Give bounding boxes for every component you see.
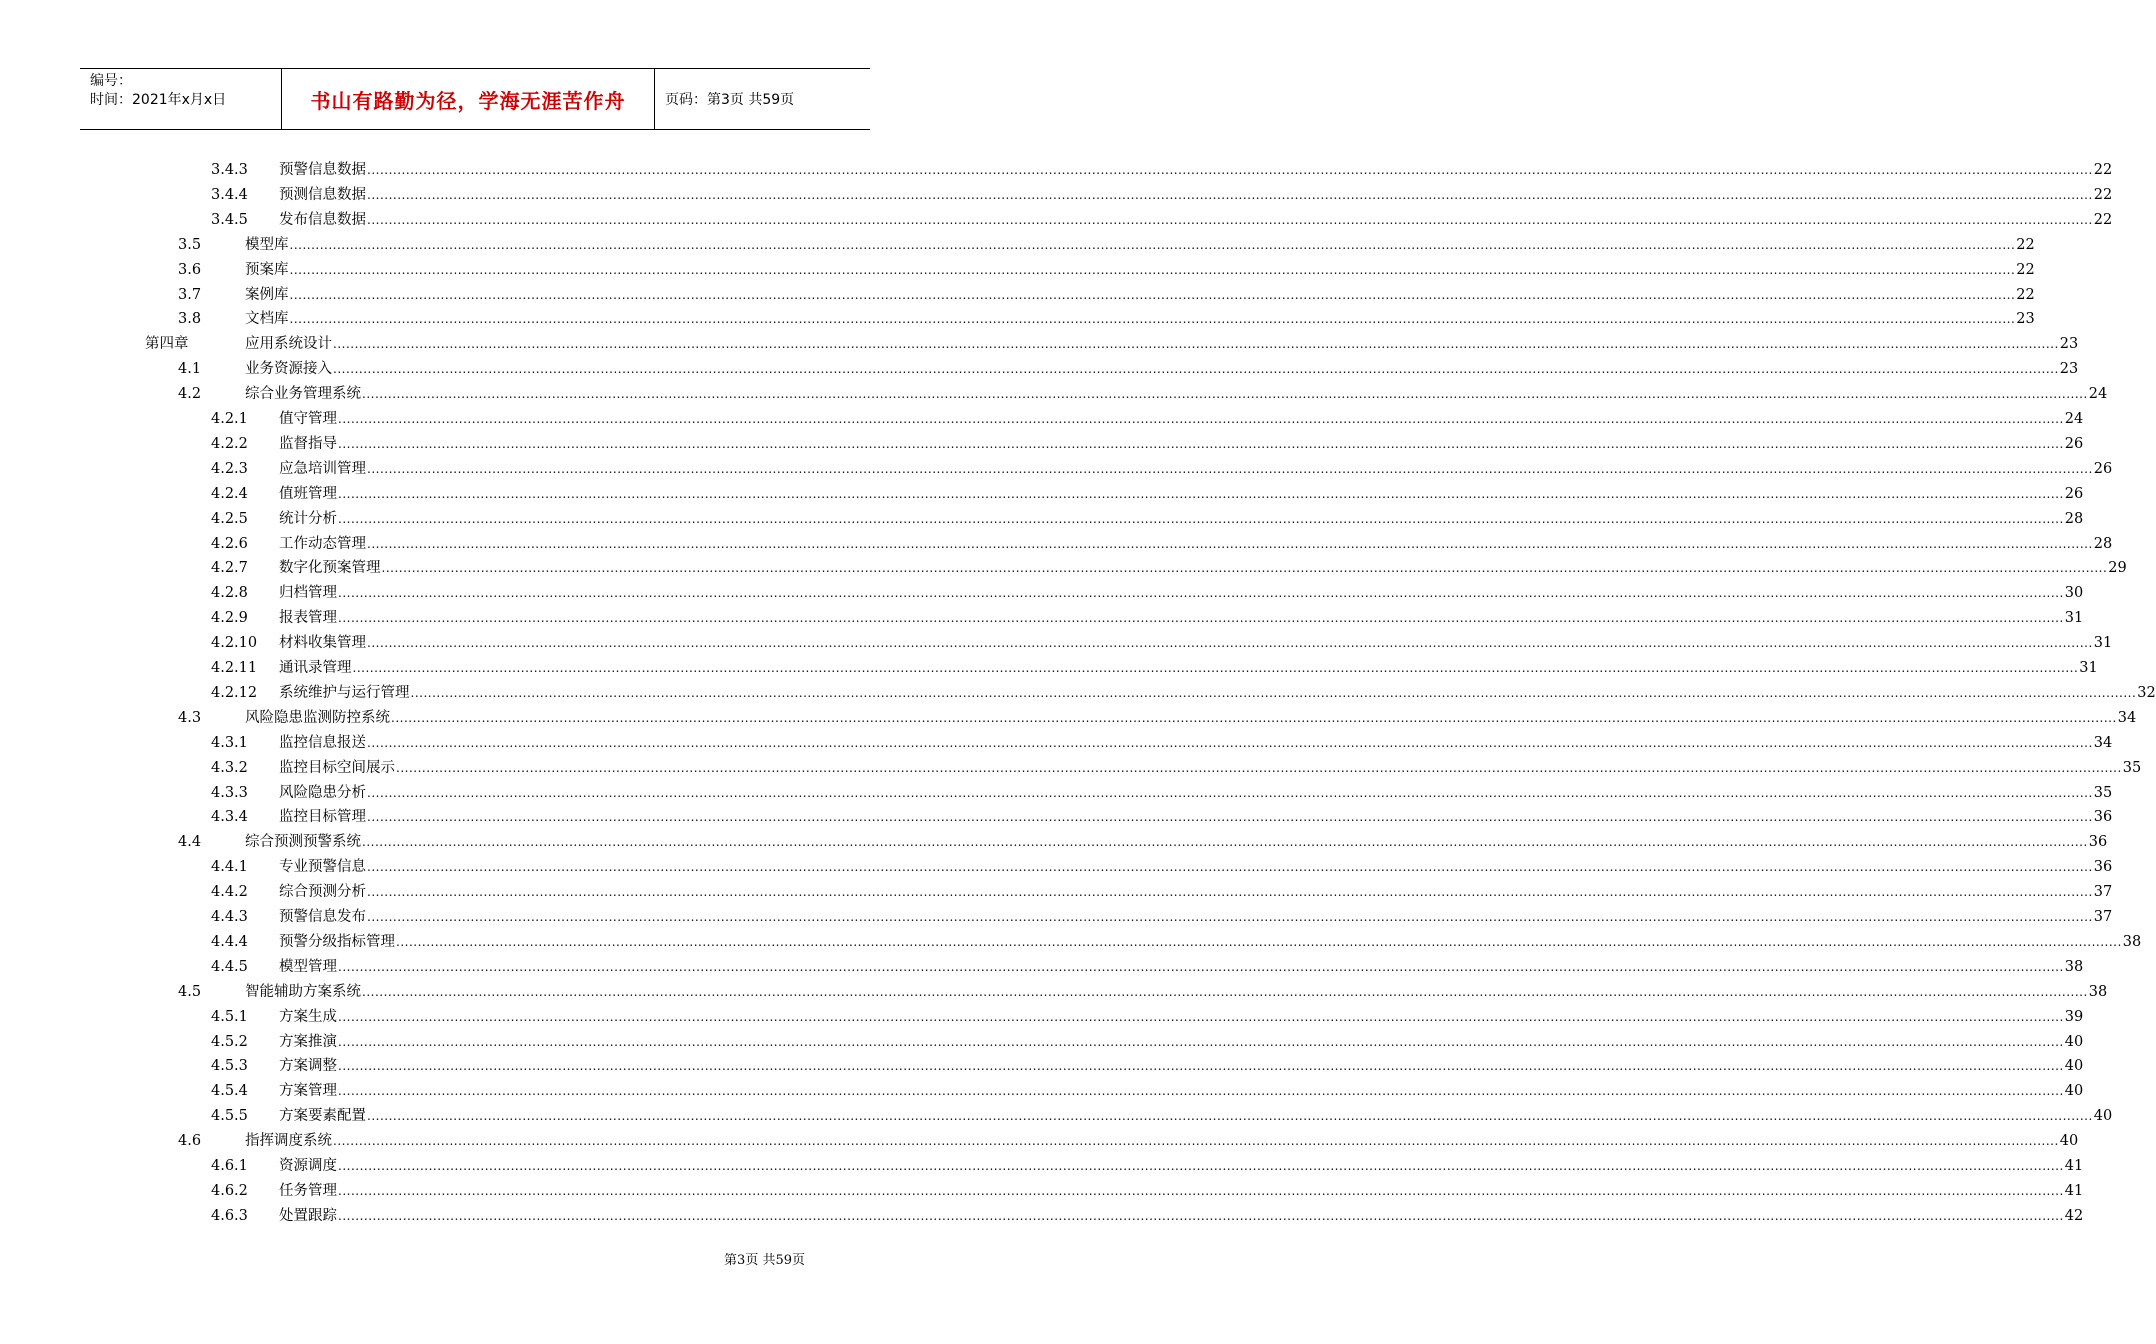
toc-entry-page: 22 <box>2016 286 2035 303</box>
toc-leader-dots: ................................................................................................................................................................................................................................................................................................................................................................................................................ <box>333 1134 2059 1149</box>
toc-entry-page: 35 <box>2122 759 2142 776</box>
toc-entry-page: 34 <box>2117 709 2137 726</box>
toc-entry-title: 风险隐患分析 <box>279 784 366 801</box>
toc-entry-page: 39 <box>2064 1008 2084 1025</box>
toc-entry[interactable] <box>178 703 2137 727</box>
toc-entry[interactable] <box>211 902 2113 926</box>
toc-entry-number: 4.3.3 <box>211 784 248 801</box>
toc-entry[interactable] <box>211 877 2113 901</box>
toc-entry[interactable] <box>211 479 2084 503</box>
toc-entry-number: 3.6 <box>178 261 202 278</box>
toc-leader-dots: ................................................................................................................................................................................................................................................................................................................................................................................................................ <box>367 1109 2093 1124</box>
toc-entry-number: 4.2.11 <box>211 660 258 676</box>
toc-entry-page: 40 <box>2093 1108 2113 1125</box>
toc-entry[interactable] <box>211 628 2113 652</box>
toc-entry-number: 4.2.2 <box>211 435 248 452</box>
toc-leader-dots: ................................................................................................................................................................................................................................................................................................................................................................................................................ <box>367 636 2093 651</box>
toc-entry-number: 4.6 <box>178 1133 202 1150</box>
toc-entry-title: 值班管理 <box>279 485 337 502</box>
toc-entry[interactable] <box>211 1076 2084 1100</box>
toc-entry-number: 3.4.4 <box>211 186 248 203</box>
toc-entry-title: 预警信息发布 <box>279 909 366 925</box>
toc-leader-dots: ................................................................................................................................................................................................................................................................................................................................................................................................................ <box>381 561 2108 576</box>
toc-entry-title: 预案库 <box>245 261 289 278</box>
toc-entry-title: 应急培训管理 <box>279 460 366 477</box>
toc-entry-title: 智能辅助方案系统 <box>245 983 361 1000</box>
toc-entry[interactable] <box>211 1027 2084 1051</box>
toc-leader-dots: ................................................................................................................................................................................................................................................................................................................................................................................................................ <box>289 237 2016 252</box>
toc-entry-title: 综合预测预警系统 <box>245 834 361 851</box>
toc-entry[interactable] <box>211 429 2084 453</box>
toc-entry-title: 监控目标空间展示 <box>279 759 395 776</box>
toc-entry-number: 4.1 <box>178 361 202 378</box>
toc-entry-number: 4.2.4 <box>211 485 248 502</box>
toc-leader-dots: ................................................................................................................................................................................................................................................................................................................................................................................................................ <box>338 412 2064 426</box>
toc-entry-title: 工作动态管理 <box>279 535 366 552</box>
toc-entry-title: 系统维护与运行管理 <box>279 684 410 701</box>
toc-entry[interactable] <box>211 553 2127 577</box>
toc-entry-title: 专业预警信息 <box>279 859 366 876</box>
toc-leader-dots: ................................................................................................................................................................................................................................................................................................................................................................................................................ <box>362 984 2088 999</box>
toc-entry-number: 4.6.2 <box>211 1182 248 1199</box>
toc-entry[interactable] <box>211 653 2098 677</box>
toc-entry-title: 数字化预案管理 <box>279 560 381 577</box>
toc-entry[interactable] <box>211 180 2113 204</box>
date-label: 时间：2021年x月x日 <box>90 92 227 108</box>
toc-entry-page: 22 <box>2093 211 2113 228</box>
toc-entry-page: 37 <box>2093 884 2113 901</box>
toc-entry-number: 4.3.4 <box>211 809 248 826</box>
toc-leader-dots: ................................................................................................................................................................................................................................................................................................................................................................................................................ <box>410 685 2137 700</box>
toc-leader-dots: ................................................................................................................................................................................................................................................................................................................................................................................................................ <box>338 1009 2064 1024</box>
toc-entry-title: 预警分级指标管理 <box>279 933 395 950</box>
toc-leader-dots: ................................................................................................................................................................................................................................................................................................................................................................................................................ <box>367 536 2093 551</box>
toc-entry-title: 方案推演 <box>279 1033 337 1050</box>
toc-leader-dots: ................................................................................................................................................................................................................................................................................................................................................................................................................ <box>338 959 2064 974</box>
toc-leader-dots: ................................................................................................................................................................................................................................................................................................................................................................................................................ <box>333 337 2059 352</box>
toc-entry-title: 风险隐患监测防控系统 <box>245 709 390 726</box>
toc-entry-number: 4.2.8 <box>211 585 248 602</box>
toc-leader-dots: ................................................................................................................................................................................................................................................................................................................................................................................................................ <box>338 1183 2064 1198</box>
toc-entry[interactable] <box>211 1201 2084 1225</box>
toc-entry-page: 37 <box>2093 909 2113 925</box>
toc-entry[interactable] <box>211 952 2084 976</box>
toc-leader-dots: ................................................................................................................................................................................................................................................................................................................................................................................................................ <box>289 312 2016 327</box>
toc-entry[interactable] <box>178 230 2035 254</box>
toc-entry-page: 40 <box>2059 1133 2079 1150</box>
toc-entry-number: 4.6.1 <box>211 1158 248 1174</box>
toc-entry-page: 40 <box>2064 1083 2084 1100</box>
toc-entry[interactable] <box>178 379 2108 403</box>
toc-leader-dots: ................................................................................................................................................................................................................................................................................................................................................................................................................ <box>396 760 2122 775</box>
toc-entry-page: 36 <box>2093 809 2113 826</box>
toc-entry[interactable] <box>211 504 2084 528</box>
toc-entry-number: 4.5.5 <box>211 1108 248 1125</box>
toc-entry-number: 4.2.7 <box>211 560 248 577</box>
toc-entry-title: 方案管理 <box>279 1083 337 1100</box>
toc-entry-title: 报表管理 <box>279 610 337 627</box>
toc-entry-number: 4.4.1 <box>211 859 248 876</box>
toc-entry[interactable] <box>211 778 2113 802</box>
toc-entry-number: 3.5 <box>178 236 202 253</box>
toc-entry-title: 指挥调度系统 <box>245 1133 332 1150</box>
toc-leader-dots: ................................................................................................................................................................................................................................................................................................................................................................................................................ <box>362 387 2088 402</box>
toc-leader-dots: ................................................................................................................................................................................................................................................................................................................................................................................................................ <box>289 287 2016 302</box>
toc-leader-dots: ................................................................................................................................................................................................................................................................................................................................................................................................................ <box>338 1084 2064 1099</box>
toc-entry-page: 28 <box>2093 535 2113 552</box>
header-meta <box>80 69 282 129</box>
toc-entry-title: 监督指导 <box>279 435 337 452</box>
toc-entry[interactable] <box>178 280 2035 304</box>
toc-leader-dots: ................................................................................................................................................................................................................................................................................................................................................................................................................ <box>333 362 2059 377</box>
toc-entry[interactable] <box>178 304 2035 328</box>
toc-entry[interactable] <box>211 155 2113 179</box>
toc-entry[interactable] <box>211 728 2113 752</box>
toc-entry[interactable] <box>211 205 2113 229</box>
toc-entry-title: 发布信息数据 <box>279 211 366 228</box>
toc-leader-dots: ................................................................................................................................................................................................................................................................................................................................................................................................................ <box>289 262 2016 277</box>
toc-entry-title: 值守管理 <box>279 411 337 427</box>
toc-entry-page: 30 <box>2064 585 2084 602</box>
toc-entry-title: 方案调整 <box>279 1058 337 1075</box>
toc-entry-page: 34 <box>2093 734 2113 751</box>
toc-leader-dots: ................................................................................................................................................................................................................................................................................................................................................................................................................ <box>338 1059 2064 1074</box>
toc-entry-page: 32 <box>2137 684 2156 701</box>
toc-entry-title: 业务资源接入 <box>245 361 332 378</box>
toc-leader-dots: ................................................................................................................................................................................................................................................................................................................................................................................................................ <box>367 785 2093 800</box>
header-page-label: 页码：第3页 共59页 <box>665 92 795 108</box>
toc-leader-dots: ................................................................................................................................................................................................................................................................................................................................................................................................................ <box>367 187 2093 202</box>
toc-entry-number: 4.5.4 <box>211 1083 248 1100</box>
toc-entry-page: 31 <box>2079 660 2098 676</box>
toc-entry-page: 38 <box>2088 983 2108 1000</box>
toc-entry-title: 方案生成 <box>279 1008 337 1025</box>
toc-entry[interactable] <box>211 1101 2113 1125</box>
toc-entry-number: 4.4.5 <box>211 958 248 975</box>
toc-entry[interactable] <box>211 1002 2084 1026</box>
toc-entry[interactable] <box>211 404 2084 428</box>
toc-entry-page: 23 <box>2059 361 2079 378</box>
toc-entry-title: 监控目标管理 <box>279 809 366 826</box>
toc-entry-title: 综合业务管理系统 <box>245 386 361 403</box>
toc-leader-dots: ................................................................................................................................................................................................................................................................................................................................................................................................................ <box>338 1208 2064 1223</box>
toc-leader-dots: ................................................................................................................................................................................................................................................................................................................................................................................................................ <box>338 511 2064 526</box>
toc-entry-number: 4.3.2 <box>211 759 248 776</box>
toc-entry-number: 4.2.1 <box>211 411 248 427</box>
toc-entry-title: 监控信息报送 <box>279 734 366 751</box>
toc-entry-number: 4.5.1 <box>211 1008 248 1025</box>
toc-entry[interactable] <box>211 927 2142 951</box>
toc-entry-number: 3.4.3 <box>211 162 248 178</box>
toc-entry-title: 预警信息数据 <box>279 162 366 178</box>
toc-entry-page: 40 <box>2064 1058 2084 1075</box>
toc-leader-dots: ................................................................................................................................................................................................................................................................................................................................................................................................................ <box>367 212 2093 227</box>
toc-entry[interactable] <box>211 454 2113 478</box>
code-label: 编号： <box>90 73 132 89</box>
toc-entry-page: 28 <box>2064 510 2084 527</box>
toc-entry[interactable] <box>178 354 2079 378</box>
toc-leader-dots: ................................................................................................................................................................................................................................................................................................................................................................................................................ <box>367 735 2093 750</box>
page-header <box>80 68 870 130</box>
toc-entry-title: 模型管理 <box>279 958 337 975</box>
toc-entry-page: 24 <box>2064 411 2084 427</box>
toc-entry-number: 4.5.3 <box>211 1058 248 1075</box>
toc-entry-title: 资源调度 <box>279 1158 337 1174</box>
toc-entry-page: 40 <box>2064 1033 2084 1050</box>
toc-entry-number: 4.5.2 <box>211 1033 248 1050</box>
toc-entry[interactable] <box>145 329 2079 353</box>
toc-entry[interactable] <box>211 529 2113 553</box>
toc-entry-page: 42 <box>2064 1207 2084 1224</box>
toc-entry-title: 预测信息数据 <box>279 186 366 203</box>
toc-entry-page: 22 <box>2093 162 2113 178</box>
header-motto: 书山有路勤为径，学海无涯苦作舟 <box>282 69 655 129</box>
toc-entry-number: 4.2.12 <box>211 684 258 701</box>
toc-entry-number: 4.4.4 <box>211 933 248 950</box>
toc-entry[interactable] <box>178 1126 2079 1150</box>
toc-entry-number: 4.4 <box>178 834 202 851</box>
toc-entry-number: 4.3 <box>178 709 202 726</box>
toc-entry-page: 35 <box>2093 784 2113 801</box>
toc-leader-dots: ................................................................................................................................................................................................................................................................................................................................................................................................................ <box>338 1034 2064 1049</box>
toc-entry-number: 4.2.10 <box>211 635 258 652</box>
toc-entry-page: 22 <box>2093 186 2113 203</box>
toc-entry-number: 4.2.9 <box>211 610 248 627</box>
toc-entry-page: 23 <box>2016 311 2035 328</box>
toc-entry[interactable] <box>211 1176 2084 1200</box>
toc-entry-title: 任务管理 <box>279 1182 337 1199</box>
footer-page-label: 第3页 共59页 <box>724 1253 805 1268</box>
toc-entry-number: 第四章 <box>145 336 189 353</box>
toc-entry-number: 4.2.6 <box>211 535 248 552</box>
toc-entry-page: 26 <box>2093 460 2113 477</box>
toc-entry[interactable] <box>211 603 2084 627</box>
toc-entry-title: 模型库 <box>245 236 289 253</box>
toc-entry-page: 41 <box>2064 1158 2084 1174</box>
toc-entry-title: 文档库 <box>245 311 289 328</box>
toc-entry-page: 26 <box>2064 485 2084 502</box>
toc-entry-number: 4.3.1 <box>211 734 248 751</box>
toc-entry[interactable] <box>211 753 2142 777</box>
toc-leader-dots: ................................................................................................................................................................................................................................................................................................................................................................................................................ <box>367 810 2093 825</box>
toc-entry-title: 方案要素配置 <box>279 1108 366 1125</box>
toc-entry-title: 归档管理 <box>279 585 337 602</box>
toc-entry-page: 38 <box>2122 933 2142 950</box>
toc-leader-dots: ................................................................................................................................................................................................................................................................................................................................................................................................................ <box>396 934 2122 949</box>
toc-entry-number: 4.4.2 <box>211 884 248 901</box>
toc-entry-number: 3.4.5 <box>211 211 248 228</box>
toc-leader-dots: ................................................................................................................................................................................................................................................................................................................................................................................................................ <box>367 860 2093 875</box>
toc-entry-title: 通讯录管理 <box>279 660 352 676</box>
toc-leader-dots: ................................................................................................................................................................................................................................................................................................................................................................................................................ <box>352 661 2079 675</box>
toc-entry-number: 4.4.3 <box>211 909 248 925</box>
toc-leader-dots: ................................................................................................................................................................................................................................................................................................................................................................................................................ <box>338 436 2064 451</box>
toc-entry-number: 4.5 <box>178 983 202 1000</box>
toc-leader-dots: ................................................................................................................................................................................................................................................................................................................................................................................................................ <box>362 835 2088 850</box>
toc-entry[interactable] <box>178 827 2108 851</box>
toc-leader-dots: ................................................................................................................................................................................................................................................................................................................................................................................................................ <box>338 486 2064 501</box>
toc-entry-title: 综合预测分析 <box>279 884 366 901</box>
toc-entry-page: 41 <box>2064 1182 2084 1199</box>
toc-entry-title: 材料收集管理 <box>279 635 366 652</box>
toc-leader-dots: ................................................................................................................................................................................................................................................................................................................................................................................................................ <box>338 611 2064 626</box>
toc-entry-title: 案例库 <box>245 286 289 303</box>
toc-entry-number: 3.8 <box>178 311 202 328</box>
toc-leader-dots: ................................................................................................................................................................................................................................................................................................................................................................................................................ <box>367 910 2093 924</box>
toc-entry-page: 36 <box>2088 834 2108 851</box>
toc-leader-dots: ................................................................................................................................................................................................................................................................................................................................................................................................................ <box>338 1159 2064 1173</box>
toc-entry-page: 31 <box>2093 635 2113 652</box>
toc-entry-page: 36 <box>2093 859 2113 876</box>
toc-entry[interactable] <box>211 1051 2084 1075</box>
toc-entry[interactable] <box>178 255 2035 279</box>
toc-entry[interactable] <box>211 578 2084 602</box>
toc-entry-page: 22 <box>2016 261 2035 278</box>
toc-entry-page: 31 <box>2064 610 2084 627</box>
toc-entry[interactable] <box>211 678 2156 702</box>
toc-entry-number: 4.2 <box>178 386 202 403</box>
toc-entry-title: 处置跟踪 <box>279 1207 337 1224</box>
toc-entry-page: 22 <box>2016 236 2035 253</box>
toc-leader-dots: ................................................................................................................................................................................................................................................................................................................................................................................................................ <box>367 163 2093 177</box>
toc-entry-title: 应用系统设计 <box>245 336 332 353</box>
toc-entry[interactable] <box>211 1151 2084 1175</box>
toc-entry-page: 26 <box>2064 435 2084 452</box>
toc-entry-page: 24 <box>2088 386 2108 403</box>
toc-entry[interactable] <box>211 852 2113 876</box>
toc-entry-page: 29 <box>2108 560 2127 577</box>
toc-leader-dots: ................................................................................................................................................................................................................................................................................................................................................................................................................ <box>367 885 2093 900</box>
toc-entry-title: 统计分析 <box>279 510 337 527</box>
toc-entry-number: 4.2.3 <box>211 460 248 477</box>
toc-entry-page: 23 <box>2059 336 2079 353</box>
toc-entry-number: 4.2.5 <box>211 510 248 527</box>
toc-entry-page: 38 <box>2064 958 2084 975</box>
toc-entry[interactable] <box>178 977 2108 1001</box>
toc-entry[interactable] <box>211 802 2113 826</box>
toc-entry-number: 3.7 <box>178 286 202 303</box>
toc-leader-dots: ................................................................................................................................................................................................................................................................................................................................................................................................................ <box>367 461 2093 476</box>
toc-entry-number: 4.6.3 <box>211 1207 248 1224</box>
toc-leader-dots: ................................................................................................................................................................................................................................................................................................................................................................................................................ <box>338 586 2064 601</box>
toc-leader-dots: ................................................................................................................................................................................................................................................................................................................................................................................................................ <box>391 710 2117 725</box>
